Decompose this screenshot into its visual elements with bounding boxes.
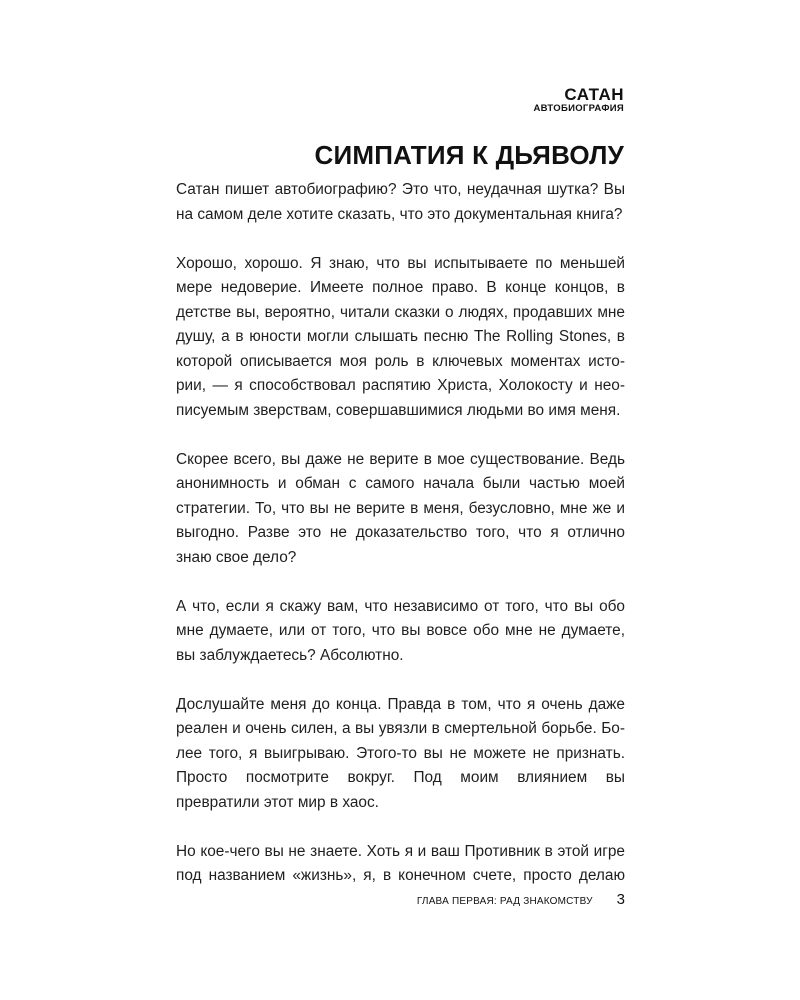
page-number: 3 — [616, 891, 625, 908]
page-footer — [176, 891, 625, 908]
paragraph: Хорошо, хорошо. Я знаю, что вы испытываете по меньшей мере недоверие. Имеете полное право. В конце концов, в детстве вы, вероятно, читали сказки о людях, продавших мне душу, а в юности могли слышать песню The Rolling Stones, в которой описывается моя роль в ключевых моментах истории, — я способствовал распятию Христа, Холокосту и неописуемым зверствам, совершавшимися людьми во имя меня. — [176, 254, 625, 419]
body-text — [176, 178, 625, 889]
paragraph: Скорее всего, вы даже не верите в мое существование. Ведь анонимность и обман с самого начала были частью моей стратегии. То, что вы не верите в меня, безусловно, мне же и выгодно. Разве это не доказательство того, что я отлично знаю свое дело? — [176, 450, 625, 566]
chapter-title: СИМПАТИЯ К ДЬЯВОЛУ — [314, 140, 624, 170]
paragraph: Но кое-чего вы не знаете. Хоть я и ваш Противник в этой игре под названием «жизнь», я, в конечном счете, просто делаю — [176, 842, 625, 884]
footer-chapter-label: ГЛАВА ПЕРВАЯ: РАД ЗНАКОМСТВУ — [416, 896, 593, 907]
book-title: САТАН — [564, 85, 624, 104]
book-subtitle: АВТОБИОГРАФИЯ — [533, 103, 624, 114]
running-head — [533, 86, 624, 114]
paragraph: А что, если я скажу вам, что независимо от того, что вы обо мне думаете, или от того, что вы вовсе обо мне не думаете, вы заблуждаетесь? Абсолютно. — [176, 597, 625, 664]
paragraph: Дослушайте меня до конца. Правда в том, что я очень даже реален и очень силен, а вы увязли в смертельной борьбе. Более того, я выигрываю. Этого-то вы не можете не признать. Просто посмотрите вокруг. Под моим влиянием вы превратили этот мир в хаос. — [176, 695, 625, 811]
paragraph: Сатан пишет автобиографию? Это что, неудачная шутка? Вы на самом деле хотите сказать, что это документальная книга? — [176, 181, 625, 223]
